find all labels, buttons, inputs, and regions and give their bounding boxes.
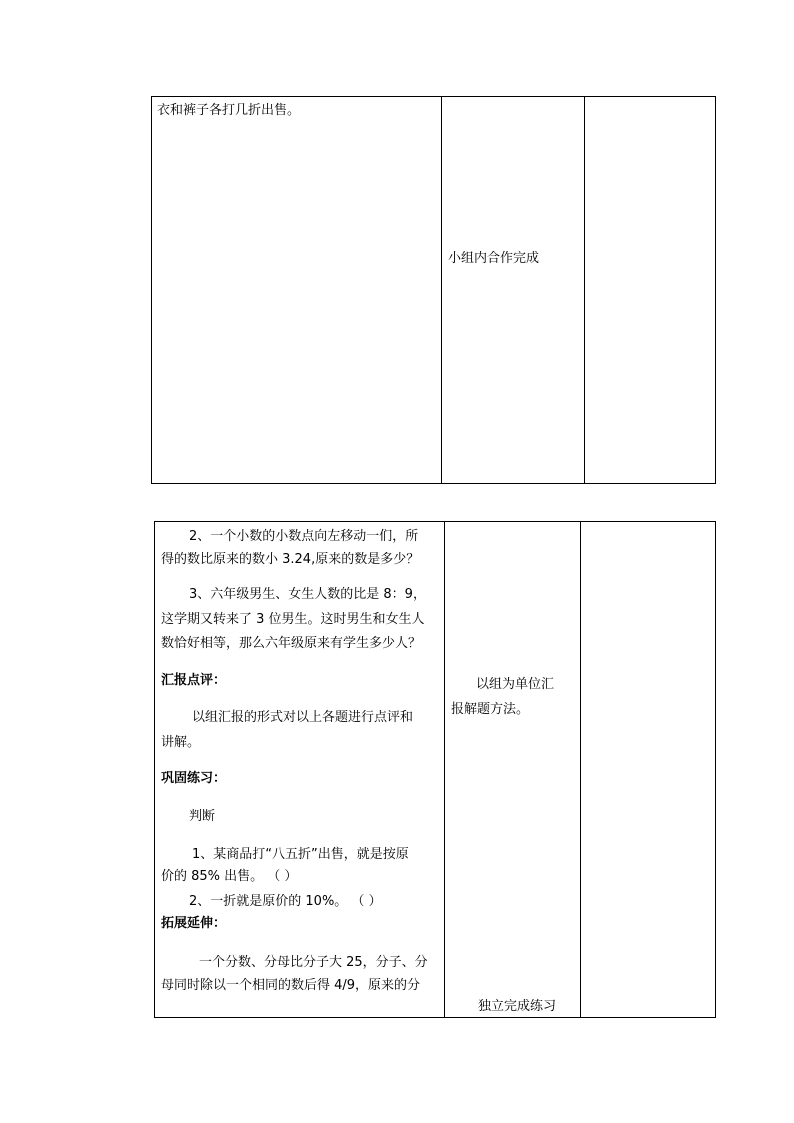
extend-heading: 拓展延伸： bbox=[161, 916, 227, 931]
table1-activity-text: 衣和裤子各打几折出售。 bbox=[157, 103, 301, 118]
report-line-1: 以组汇报的形式对以上各题进行点评和 bbox=[192, 710, 414, 725]
method-bottom: 独立完成练习 bbox=[478, 999, 557, 1014]
lesson-table-1 bbox=[151, 96, 716, 484]
judge-2: 2、一折就是原价的 10%。 （ ） bbox=[189, 894, 382, 909]
question-2-line-2: 得的数比原来的数小 3.24,原来的数是多少？ bbox=[161, 552, 420, 567]
question-2-line-1: 2、一个小数的小数点向左移动一们，所 bbox=[189, 529, 419, 544]
table1-col-divider-2 bbox=[584, 97, 585, 483]
question-3-line-3: 数恰好相等，那么六年级原来有学生多少人？ bbox=[161, 636, 422, 651]
report-line-2: 讲解。 bbox=[161, 735, 201, 750]
extend-line-1: 一个分数、分母比分子大 25，分子、分 bbox=[199, 955, 428, 970]
question-3-line-1: 3、六年级男生、女生人数的比是 8：9， bbox=[189, 587, 426, 602]
practice-heading: 巩固练习： bbox=[161, 771, 227, 786]
judge-label: 判断 bbox=[189, 809, 216, 824]
method-line-2: 报解题方法。 bbox=[451, 702, 530, 717]
table2-col-divider-1 bbox=[444, 522, 445, 1017]
question-3-line-2: 这学期又转来了 3 位男生。这时男生和女生人 bbox=[161, 612, 425, 627]
method-line-1: 以组为单位汇 bbox=[476, 677, 555, 692]
judge-1-line-1: 1、某商品打“八五折”出售，就是按原 bbox=[192, 847, 409, 862]
judge-1-line-2: 价的 85% 出售。 （ ） bbox=[161, 869, 298, 884]
report-heading: 汇报点评： bbox=[161, 673, 227, 688]
table1-method-text: 小组内合作完成 bbox=[448, 251, 540, 266]
lesson-table-2 bbox=[154, 521, 716, 1018]
table2-col-divider-2 bbox=[580, 522, 581, 1017]
extend-line-2: 母同时除以一个相同的数后得 4/9，原来的分 bbox=[161, 978, 421, 993]
table1-col-divider-1 bbox=[441, 97, 442, 483]
